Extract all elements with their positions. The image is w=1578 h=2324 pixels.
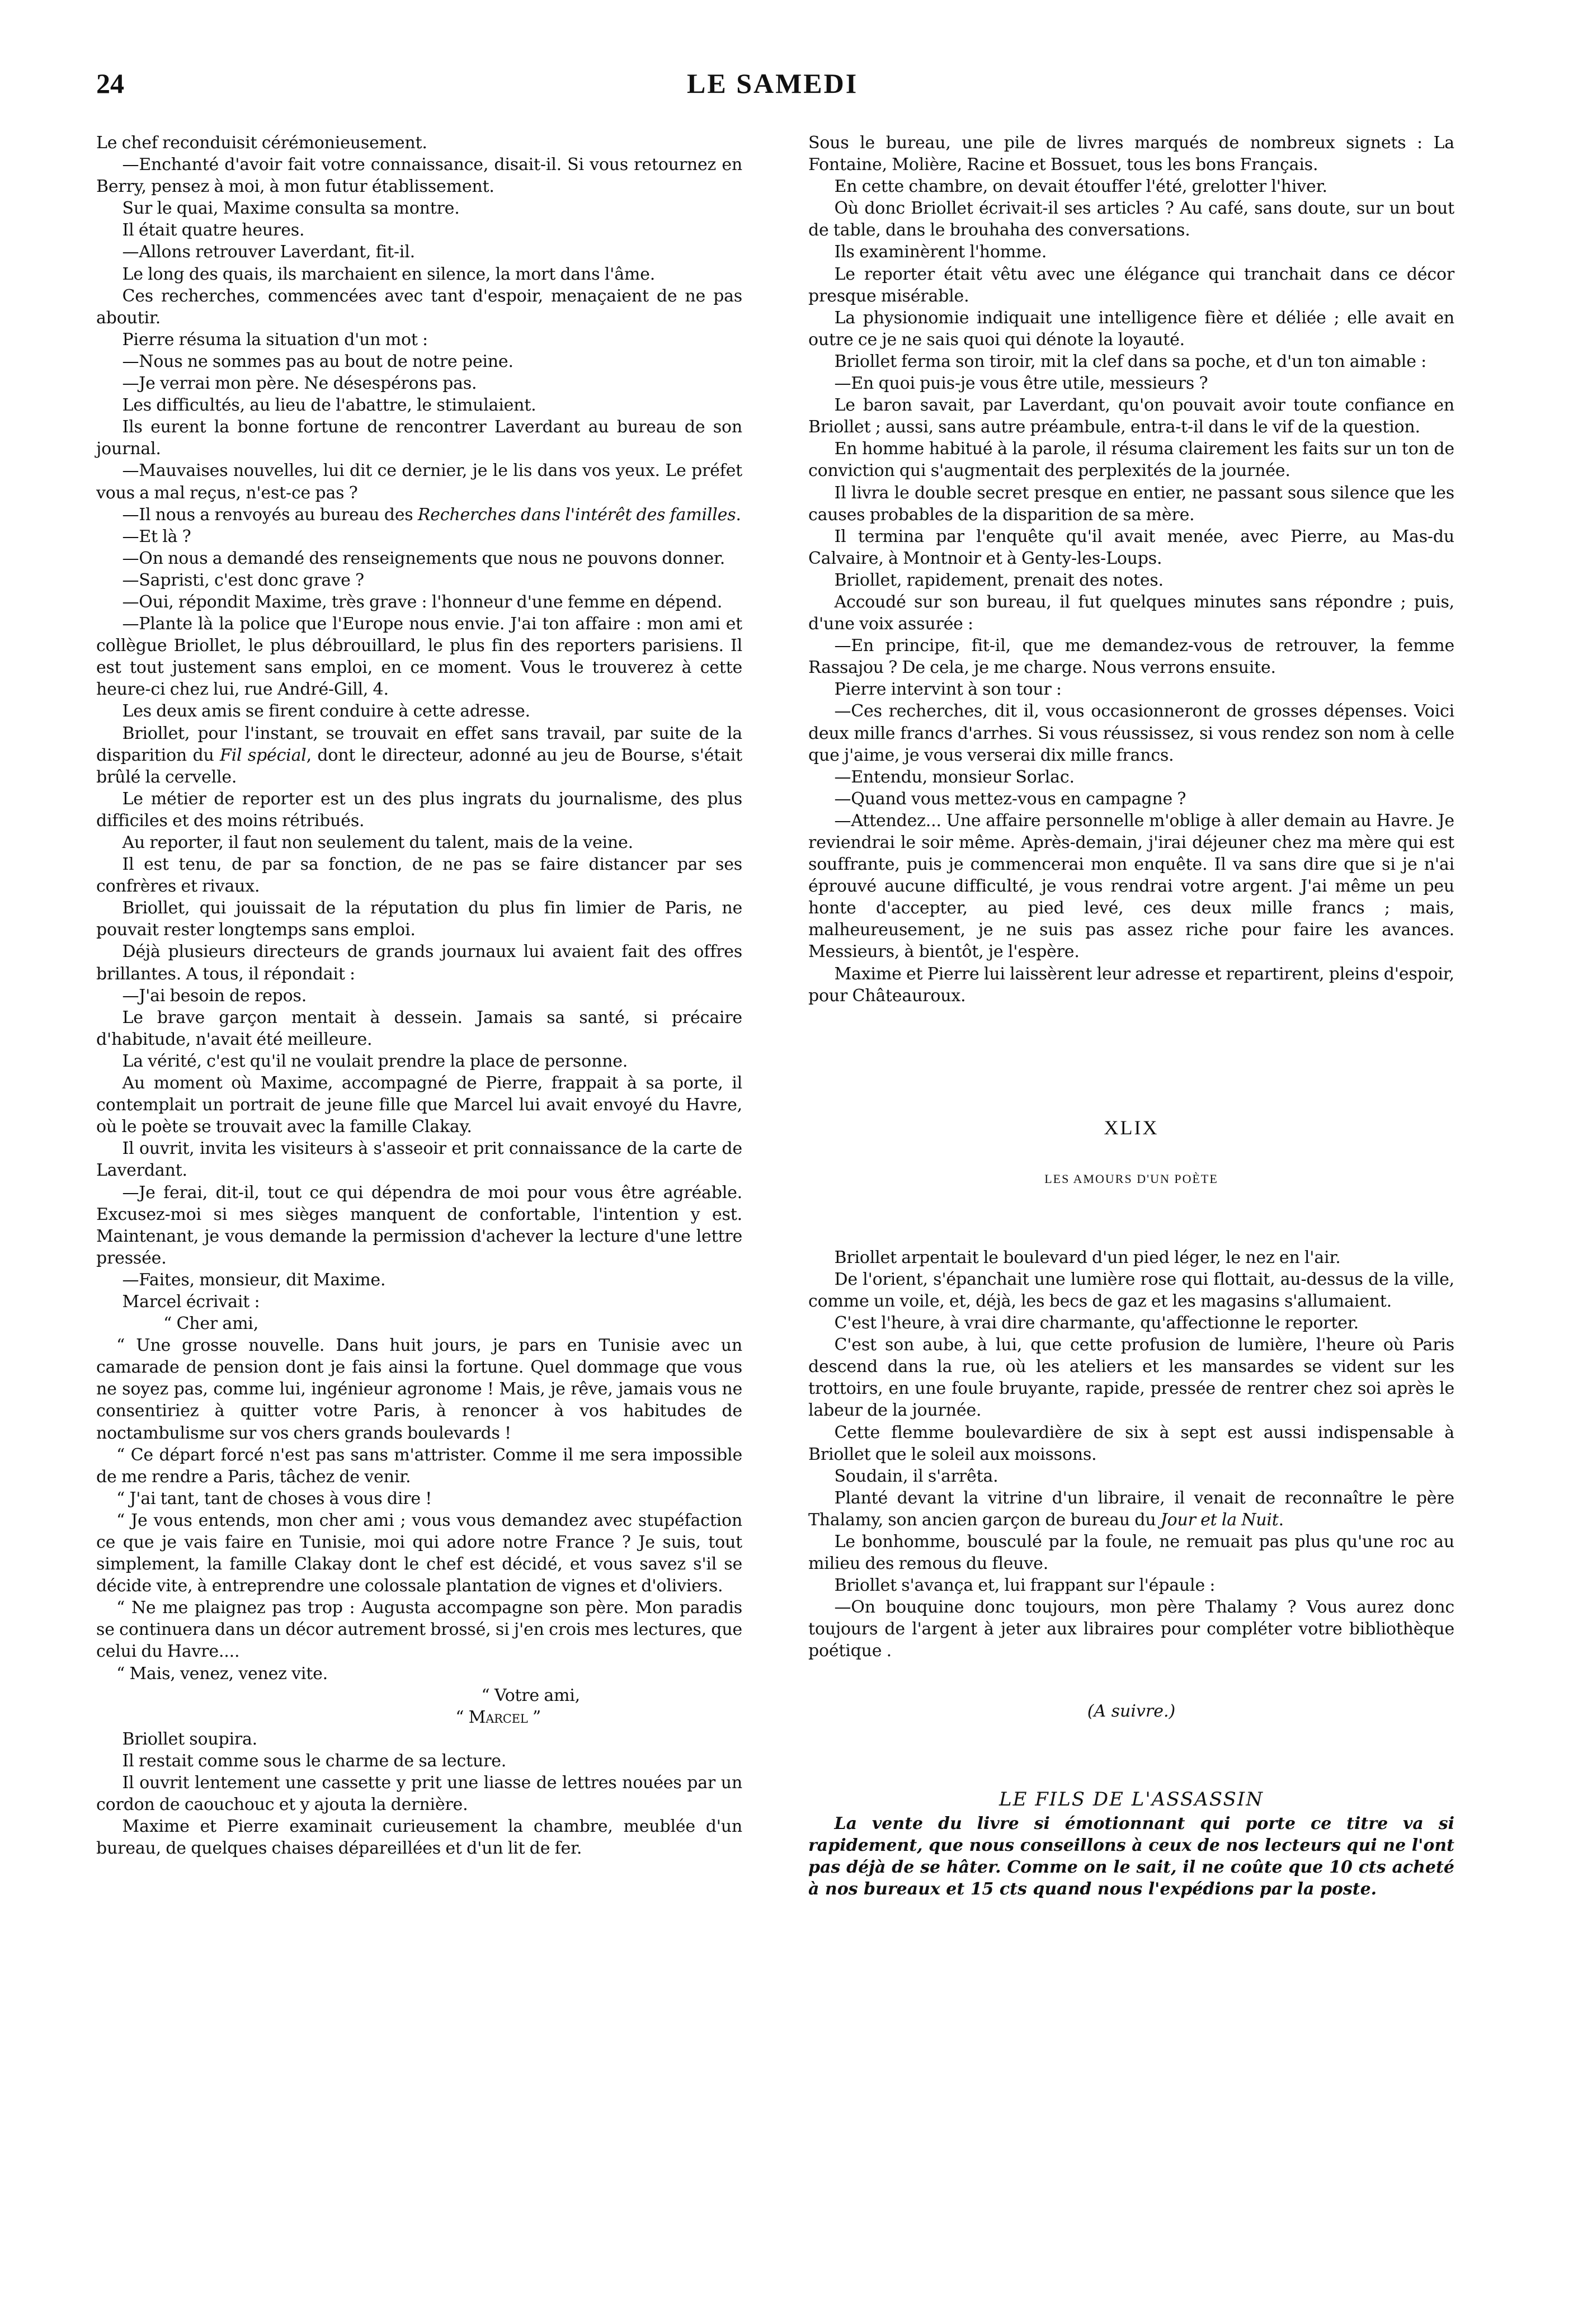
- paragraph: —Faites, monsieur, dit Maxime.: [122, 1270, 386, 1290]
- paragraph: “ Cher ami,: [163, 1314, 259, 1334]
- notice-text: La vente du livre si émotionnant qui porte ce titre va si rapidement, que nous conseillons à ceux de nos lecteurs qui ne l'ont pas déjà de se hâter. Comme on le sait, il ne coûte que 10 cts acheté à nos bureaux et 15 cts quand nous l'expédions par la poste.: [808, 1813, 1454, 1899]
- paragraph: Ils eurent la bonne fortune de rencontrer Laverdant au bureau de son journal.: [96, 417, 742, 459]
- paragraph: Il livra le double secret presque en entier, ne passant sous silence que les causes probables de la disparition de sa mère.: [808, 483, 1454, 525]
- paragraph: Pierre résuma la situation d'un mot :: [122, 329, 428, 350]
- to-be-continued: (A suivre.): [1087, 1701, 1176, 1721]
- paragraph: Maxime et Pierre lui laissèrent leur adresse et repartirent, pleins d'espoir, pour Châteauroux.: [808, 964, 1454, 1006]
- paragraph: Il termina par l'enquête qu'il avait menée, avec Pierre, au Mas-du Calvaire, à Montnoir et à Genty-les-Loups.: [808, 526, 1454, 568]
- paragraph: —En quoi puis-je vous être utile, messieurs ?: [834, 374, 1208, 394]
- paragraph: Au moment où Maxime, accompagné de Pierre, frappait à sa porte, il contemplait un portrait de jeune fille que Marcel lui avait envoyé du Havre, où le poète se trouvait avec la famille Clakay.: [96, 1073, 742, 1137]
- paragraph: —Je ferai, dit-il, tout ce qui dépendra de moi pour vous être agréable. Excusez-moi si mes sièges manquent de confortable, l'intention y est. Maintenant, je vous demande la permission d'achever la lecture d'une lettre pressée.: [96, 1182, 742, 1268]
- paragraph: “ Ne me plaignez pas trop : Augusta accompagne son père. Mon paradis se continuera dans un décor autrement brossé, si j'en crois mes lectures, que celui du Havre....: [96, 1598, 742, 1662]
- paragraph: Ils examinèrent l'homme.: [834, 242, 1047, 262]
- paragraph: —Sapristi, c'est donc grave ?: [122, 570, 364, 590]
- paragraph: Il ouvrit, invita les visiteurs à s'asseoir et prit connaissance de la carte de Laverdant.: [96, 1139, 742, 1181]
- paragraph: De l'orient, s'épanchait une lumière rose qui flottait, au-dessus de la ville, comme un voile, et, déjà, les becs de gaz et les magasins s'allumaient.: [808, 1269, 1454, 1311]
- chapter-paragraphs: [808, 1247, 1454, 1662]
- paragraph: Où donc Briollet écrivait-il ses articles ? Au café, sans doute, sur un bout de table, dans le brouhaha des conversations.: [808, 199, 1454, 241]
- paragraph: —Enchanté d'avoir fait votre connaissance, disait-il. Si vous retournez en Berry, pensez à moi, à mon futur établissement.: [96, 155, 742, 197]
- paragraph: —Il nous a renvoyés au bureau des Recherches dans l'intérêt des familles.: [122, 505, 741, 525]
- paragraph: Le reporter était vêtu avec une élégance qui tranchait dans ce décor presque misérable.: [808, 264, 1454, 306]
- paragraph: La vérité, c'est qu'il ne voulait prendre la place de personne.: [122, 1051, 628, 1071]
- paragraph: —J'ai besoin de repos.: [122, 986, 307, 1006]
- paragraph: —Allons retrouver Laverdant, fit-il.: [122, 242, 415, 262]
- right-column: [808, 132, 1454, 1900]
- italic-title: Recherches dans l'intérêt des familles: [417, 505, 736, 525]
- paragraph: —Je verrai mon père. Ne désespérons pas.: [122, 374, 477, 394]
- paragraph: —On bouquine donc toujours, mon père Thalamy ? Vous aurez donc toujours de l'argent à jeter aux libraires pour compléter votre bibliothèque poétique .: [808, 1597, 1454, 1661]
- paragraph: “ J'ai tant, tant de choses à vous dire !: [116, 1488, 432, 1509]
- italic-title: Jour et la Nuit: [1160, 1510, 1279, 1530]
- paragraph: Le bonhomme, bousculé par la foule, ne remuait pas plus qu'une roc au milieu des remous du fleuve.: [808, 1531, 1454, 1574]
- paragraph: C'est son aube, à lui, que cette profusion de lumière, l'heure où Paris descend dans la rue, où les ateliers et les mansardes se vident sur les trottoirs, en une foule bruyante, rapide, pressée de rentrer chez soi après le labeur de la journée.: [808, 1335, 1454, 1421]
- paragraph: “ Une grosse nouvelle. Dans huit jours, je pars en Tunisie avec un camarade de pension dont je fais ainsi la fortune. Quel dommage que vous ne soyez pas, comme lui, ingénieur agronome ! Mais, je rêve, jamais vous ne consentiriez à quitter votre Paris, à renoncer à vos habitudes de noctambulisme sur vos chers grands boulevards !: [96, 1336, 742, 1443]
- paragraph: Briollet ferma son tiroir, mit la clef dans sa poche, et d'un ton aimable :: [834, 351, 1427, 371]
- paragraph: Pierre intervint à son tour :: [834, 680, 1062, 700]
- paragraph: —Oui, répondit Maxime, très grave : l'honneur d'une femme en dépend.: [122, 592, 723, 612]
- chapter-title: LES AMOURS D'UN POÈTE: [1044, 1171, 1218, 1186]
- paragraph: Il restait comme sous le charme de sa lecture.: [122, 1751, 507, 1771]
- paragraph: En cette chambre, on devait étouffer l'été, grelotter l'hiver.: [834, 177, 1327, 197]
- paragraph: Le long des quais, ils marchaient en silence, la mort dans l'âme.: [122, 264, 656, 284]
- paragraph: “ Mais, venez, venez vite.: [116, 1663, 328, 1684]
- paragraph: Briollet arpentait le boulevard d'un pied léger, le nez en l'air.: [834, 1247, 1341, 1267]
- paragraph: Déjà plusieurs directeurs de grands journaux lui avaient fait des offres brillantes. A tous, il répondait :: [96, 942, 742, 984]
- paragraph: —On nous a demandé des renseignements que nous ne pouvons donner.: [122, 548, 726, 568]
- paragraph: —Et là ?: [122, 526, 191, 546]
- italic-title: Fil spécial: [220, 745, 307, 765]
- paragraph: Ces recherches, commencées avec tant d'espoir, menaçaient de ne pas aboutir.: [96, 286, 742, 328]
- paragraph: Il était quatre heures.: [122, 220, 305, 241]
- paragraph: —Attendez... Une affaire personnelle m'oblige à aller demain au Havre. Je reviendrai le soir même. Après-demain, j'irai déjeuner chez ma mère qui est souffrante, puis je commencerai mon enquête. Il va sans dire que si je n'ai éprouvé aucune difficulté, je vous rendrai votre argent. J'ai même un peu honte d'accepter, au pied levé, ces deux mille francs ; mais, malheureusement, je ne suis pas assez riche pour faire les avances. Messieurs, à bientôt, je l'espère.: [808, 810, 1454, 962]
- paragraph: —Entendu, monsieur Sorlac.: [834, 767, 1075, 787]
- notice-title: LE FILS DE L'ASSASSIN: [999, 1788, 1264, 1811]
- paragraph: Briollet, qui jouissait de la réputation du plus fin limier de Paris, ne pouvait rester longtemps sans emploi.: [96, 898, 742, 940]
- paragraph: Il ouvrit lentement une cassette y prit une liasse de lettres nouées par un cordon de caouchouc et y ajouta la dernière.: [96, 1773, 742, 1815]
- paragraph: Sous le bureau, une pile de livres marqués de nombreux signets : La Fontaine, Molière, Racine et Bossuet, tous les bons Français.: [808, 133, 1454, 175]
- paragraph: “ Ce départ forcé n'est pas sans m'attrister. Comme il me sera impossible de me rendre a Paris, tâchez de venir.: [96, 1445, 742, 1487]
- paragraph: Le métier de reporter est un des plus ingrats du journalisme, des plus difficiles et des moins rétribués.: [96, 789, 742, 831]
- paragraph: “ Marcel ”: [455, 1707, 541, 1727]
- paragraph: —Plante là la police que l'Europe nous envie. J'ai ton affaire : mon ami et collègue Briollet, le plus débrouillard, le plus fin des reporters parisiens. Il est tout justement sans emploi, en ce moment. Vous le trouverez à cette heure-ci chez lui, rue André-Gill, 4.: [96, 614, 742, 700]
- page-number: 24: [96, 68, 124, 99]
- right-paragraphs: [808, 132, 1454, 1007]
- paragraph: Briollet, pour l'instant, se trouvait en effet sans travail, par suite de la disparition du Fil spécial, dont le directeur, adonné au jeu de Bourse, s'était brûlé la cervelle.: [96, 723, 742, 787]
- paragraph: “ Votre ami,: [481, 1685, 580, 1705]
- paragraph: Le baron savait, par Laverdant, qu'on pouvait avoir toute confiance en Briollet ; aussi, sans autre préambule, entra-t-il dans le vif de la question.: [808, 395, 1454, 437]
- paragraph: “ Je vous entends, mon cher ami ; vous vous demandez avec stupéfaction ce que je vais faire en Tunisie, moi qui adore notre France ? Je suis, tout simplement, la famille Clakay dont le chef est décidé, et vous savez s'il se décide vite, à entreprendre une colossale plantation de vignes et d'oliviers.: [96, 1510, 742, 1596]
- paragraph: Le chef reconduisit cérémonieusement.: [96, 133, 427, 153]
- paragraph: —Quand vous mettez-vous en campagne ?: [834, 789, 1186, 809]
- paragraph: Soudain, il s'arrêta.: [834, 1466, 998, 1486]
- paragraph: Accoudé sur son bureau, il fut quelques minutes sans répondre ; puis, d'une voix assurée :: [808, 592, 1454, 634]
- paragraph: Maxime et Pierre examinait curieusement la chambre, meublée d'un bureau, de quelques chaises dépareillées et d'un lit de fer.: [96, 1817, 742, 1859]
- paragraph: —En principe, fit-il, que me demandez-vous de retrouver, la femme Rassajou ? De cela, je me charge. Nous verrons ensuite.: [808, 636, 1454, 678]
- paragraph: Briollet s'avança et, lui frappant sur l'épaule :: [834, 1576, 1216, 1596]
- paragraph: —Nous ne sommes pas au bout de notre peine.: [122, 351, 514, 371]
- paragraph: Sur le quai, Maxime consulta sa montre.: [122, 199, 460, 219]
- paragraph: Au reporter, il faut non seulement du talent, mais de la veine.: [122, 833, 633, 852]
- left-column: [96, 132, 742, 1859]
- paragraph: Le brave garçon mentait à dessein. Jamais sa santé, si précaire d'habitude, n'avait été meilleure.: [96, 1007, 742, 1049]
- paragraph: Les difficultés, au lieu de l'abattre, le stimulaient.: [122, 395, 536, 416]
- paragraph: La physionomie indiquait une intelligence fière et déliée ; elle avait en outre ce je ne sais quoi qui dénote la loyauté.: [808, 308, 1454, 350]
- paragraph: Planté devant la vitrine d'un libraire, il venait de reconnaître le père Thalamy, son ancien garçon de bureau du Jour et la Nuit.: [808, 1488, 1454, 1530]
- journal-title: LE SAMEDI: [687, 68, 859, 99]
- paragraph: —Mauvaises nouvelles, lui dit ce dernier, je le lis dans vos yeux. Le préfet vous a mal reçus, n'est-ce pas ?: [96, 461, 742, 503]
- chapter-number: XLIX: [1104, 1116, 1159, 1139]
- paragraph: Briollet soupira.: [122, 1729, 258, 1749]
- paragraph: C'est l'heure, à vrai dire charmante, qu'affectionne le reporter.: [834, 1313, 1359, 1333]
- paragraph: —Ces recherches, dit il, vous occasionneront de grosses dépenses. Voici deux mille francs d'arrhes. Si vous réussissez, si vous rendez son nom à celle que j'aime, je vous verserai dix mille francs.: [808, 701, 1454, 765]
- paragraph: Il est tenu, de par sa fonction, de ne pas se faire distancer par ses confrères et rivaux.: [96, 855, 742, 897]
- paragraph: Briollet, rapidement, prenait des notes.: [834, 570, 1164, 590]
- paragraph: Marcel écrivait :: [122, 1291, 260, 1312]
- paragraph: Les deux amis se firent conduire à cette adresse.: [122, 701, 530, 722]
- paragraph: Cette flemme boulevardière de six à sept est aussi indispensable à Briollet que le soleil aux moissons.: [808, 1422, 1454, 1464]
- paragraph: En homme habitué à la parole, il résuma clairement les faits sur un ton de conviction qui s'augmentait des perplexités de la journée.: [808, 439, 1454, 481]
